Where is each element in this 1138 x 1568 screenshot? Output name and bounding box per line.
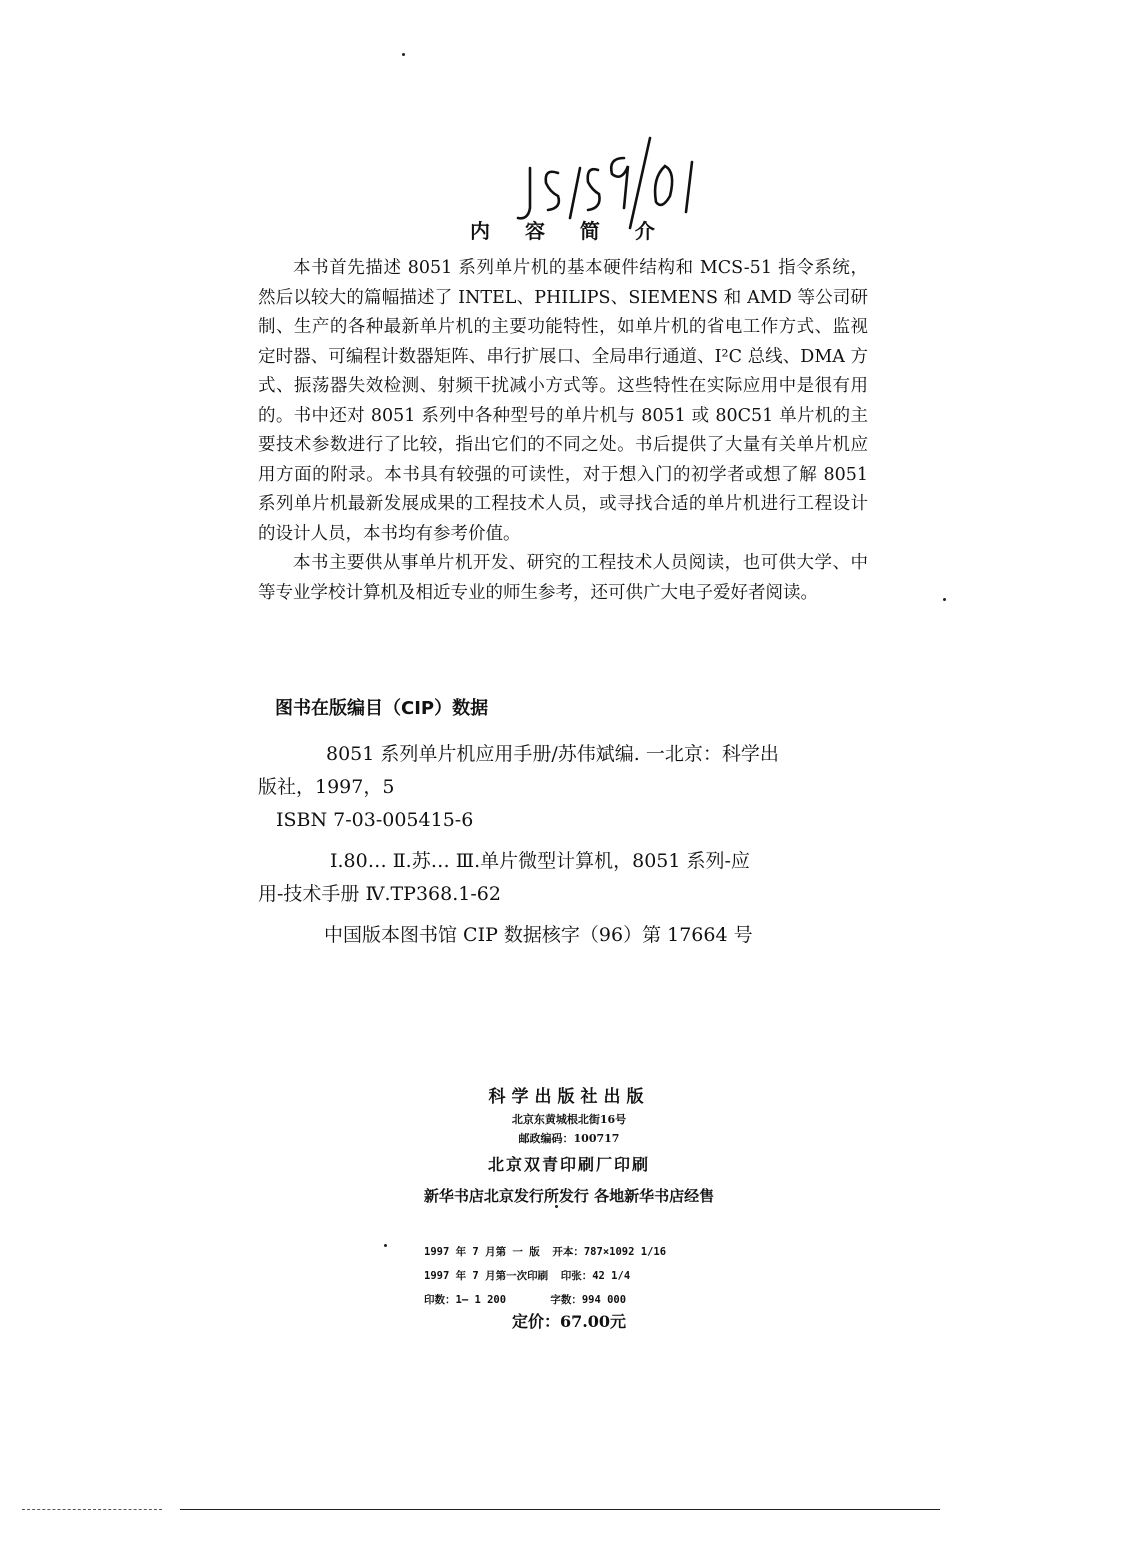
cip-line: 用-技术手册 Ⅳ.TP368.1-62 (258, 883, 501, 905)
scan-speck (384, 1244, 387, 1247)
scan-speck (943, 598, 946, 601)
intro-paragraph: 本书主要供从事单片机开发、研究的工程技术人员阅读，也可供大学、中等专业学校计算机及相近专业的师生参考，还可供广大电子爱好者阅读。 (258, 553, 868, 603)
cip-line: 8051 系列单片机应用手册/苏伟斌编. 一北京：科学出 (326, 743, 779, 765)
publisher-name: 科学出版社出版 (488, 1087, 650, 1107)
cip-block (258, 738, 858, 952)
intro-paragraph: 本书首先描述 8051 系列单片机的基本硬件结构和 MCS-51 指令系统，然后以较大的篇幅描述了 INTEL、PHILIPS、SIEMENS 和 AMD 等公司研制、生产的各种最新单片机的主要功能特性，如单片机的省电工作方式、监视定时器、可编程计数器矩阵、串行扩展口、全局串行通道、I²C 总线、DMA 方式、振荡器失效检测、射频干扰减小方式等。这些特性在实际应用中是很有用的。书中还对 8051 系列中各种型号的单片机与 8051 或 80C51 单片机的主要技术参数进行了比较，指出它们的不同之处。书后提供了大量有关单片机应用方面的附录。本书具有较强的可读性，对于想入门的初学者或想了解 8051 系列单片机最新发展成果的工程技术人员，或寻找合适的单片机进行工程设计的设计人员，本书均有参考价值。 (258, 258, 868, 544)
specs-row: 1997 年 7 月第一次印刷 印张：42 1/4 (424, 1270, 631, 1282)
cip-number: 中国版本图书馆 CIP 数据核字（96）第 17664 号 (324, 924, 753, 946)
cip-isbn: ISBN 7-03-005415-6 (276, 809, 474, 831)
publisher-zip: 邮政编码：100717 (518, 1132, 620, 1145)
printer-name: 北京双青印刷厂印刷 (487, 1155, 650, 1174)
publisher-address: 北京东黄城根北街16号 (511, 1113, 627, 1126)
edition-specs (424, 1240, 666, 1312)
cip-line: 版社，1997，5 (258, 776, 395, 798)
specs-row: 印数：1— 1 200 字数：994 000 (424, 1294, 627, 1306)
scan-speck (402, 53, 405, 56)
bottom-rule (180, 1509, 940, 1510)
intro-body (258, 254, 868, 608)
cip-line: Ⅰ.80… Ⅱ.苏… Ⅲ.单片微型计算机，8051 系列-应 (330, 850, 750, 872)
intro-title: 内 容 简 介 (470, 219, 669, 243)
distribution-line: 新华书店北京发行所发行 各地新华书店经售 (423, 1187, 715, 1205)
bottom-rule-dashed (22, 1509, 162, 1510)
cip-title: 图书在版编目（CIP）数据 (275, 698, 489, 719)
scan-speck (555, 1205, 558, 1208)
price: 定价：67.00元 (511, 1312, 627, 1331)
specs-row: 1997 年 7 月第 一 版 开本：787×1092 1/16 (424, 1246, 667, 1258)
